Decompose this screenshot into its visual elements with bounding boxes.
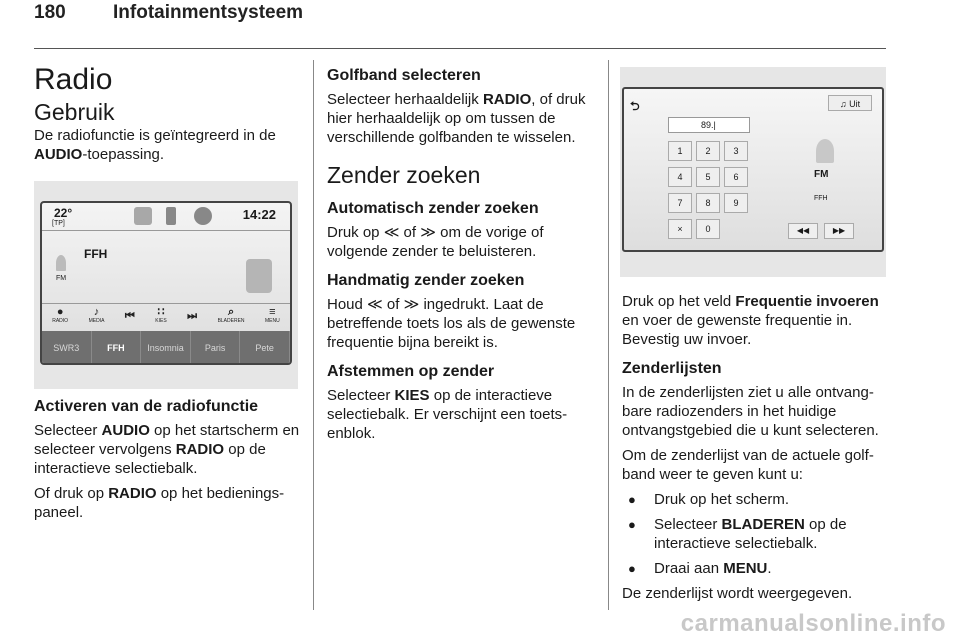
section-heading: Gebruik xyxy=(34,99,115,125)
settings-app-icon xyxy=(194,207,212,225)
paragraph: Druk op het veld Frequentie invoeren en voer de gewenste frequentie in. Bevestig uw invoer. xyxy=(622,293,879,348)
keypad-key: 4 xyxy=(668,167,692,187)
bullet-list xyxy=(628,490,890,578)
selector-button xyxy=(265,306,280,325)
radio-screen-image xyxy=(34,181,298,389)
favourite-button: Pete xyxy=(240,331,290,365)
keypad-key: 5 xyxy=(696,167,720,187)
page-number: 180 xyxy=(34,2,66,23)
clock: 14:22 xyxy=(242,207,276,222)
selector-button xyxy=(155,306,166,325)
band-label: FM xyxy=(814,169,829,180)
paragraph: Selecteer KIES op de interactieve selectiebalk. Er verschijnt een toetsenblok. xyxy=(327,387,568,442)
selector-button xyxy=(187,310,197,322)
paragraph: Of druk op RADIO op het bedieningspaneel. xyxy=(34,485,285,521)
subheading-tune: Afstemmen op zender xyxy=(327,363,495,380)
audio-app-icon xyxy=(134,207,152,225)
antenna-icon xyxy=(816,139,834,163)
column-3 xyxy=(622,292,890,609)
selector-button-icon: ⏮ xyxy=(124,309,135,322)
selector-button xyxy=(52,306,68,325)
subheading-auto: Automatisch zender zoeken xyxy=(327,200,539,217)
subheading-lists: Zenderlijsten xyxy=(622,360,722,377)
list-item: ● Druk op het scherm. xyxy=(628,490,890,509)
list-item: ● Selecteer BLADEREN op de interactieve selectiebalk. xyxy=(628,515,890,553)
music-note-icon xyxy=(246,259,272,293)
phone-app-icon xyxy=(166,207,176,225)
frequency-field: 89.| xyxy=(668,117,750,133)
antenna-icon xyxy=(56,255,66,271)
favourite-button: Paris xyxy=(191,331,241,365)
selector-button-label: RADIO xyxy=(52,318,69,324)
keypad-screen-image xyxy=(620,67,886,277)
paragraph: Houd ≪ of ≫ ingedrukt. Laat de betreffende toets los als de gewenste frequentie bijna bereikt is. xyxy=(327,296,576,351)
favourite-button: SWR3 xyxy=(42,331,92,365)
paragraph: In de zenderlijsten ziet u alle ontvangbare radiozenders in het huidige ontvangstgebied die u kunt selecteren. xyxy=(622,384,879,439)
keypad-key: 9 xyxy=(724,193,748,213)
selector-button xyxy=(89,306,105,325)
column-divider xyxy=(608,60,609,610)
back-icon: ⮌ xyxy=(630,99,640,113)
selector-button-label: KIES xyxy=(155,318,167,324)
keypad-key: 6 xyxy=(724,167,748,187)
status-bar xyxy=(42,203,290,231)
interaction-selector-bar xyxy=(42,303,290,327)
intro-paragraph: De radiofunctie is geïntegreerd in de AUDIO-toepassing. xyxy=(34,127,276,163)
selector-button-label: MENU xyxy=(265,318,280,324)
exit-button: ♫ Uit xyxy=(828,95,872,111)
keypad-key: 1 xyxy=(668,141,692,161)
keypad-key: 8 xyxy=(696,193,720,213)
selector-button-label: MEDIA xyxy=(88,318,105,324)
keypad-display xyxy=(622,87,884,252)
temperature: 22° xyxy=(54,206,73,220)
selector-button-icon: ♪ xyxy=(93,306,100,318)
paragraph: Druk op ≪ of ≫ om de vorige of volgende zender te beluisteren. xyxy=(327,224,544,260)
favourite-button: FFH xyxy=(92,331,142,365)
favourites-bar xyxy=(42,331,290,365)
list-item: ● Draai aan MENU. xyxy=(628,559,890,578)
keypad-key: × xyxy=(668,219,692,239)
section-title: Infotainmentsysteem xyxy=(113,2,304,23)
keypad-key: 0 xyxy=(696,219,720,239)
tp-indicator: [TP] xyxy=(52,220,65,227)
station-name: FFH xyxy=(814,195,828,202)
keypad-key: 2 xyxy=(696,141,720,161)
paragraph: Selecteer herhaaldelijk RADIO, of druk hier herhaaldelijk op om tussen de verschillende golfbanden te wisselen. xyxy=(327,91,586,146)
band-label: FM xyxy=(56,275,67,282)
seek-forward-button: ▶▶ xyxy=(824,223,854,239)
selector-button xyxy=(218,306,245,325)
chapter-heading: Radio xyxy=(34,63,113,96)
selector-button-icon: ● xyxy=(56,306,64,318)
paragraph: Selecteer AUDIO op het startscherm en selecteer vervolgens RADIO op de interactieve selectiebalk. xyxy=(34,422,300,477)
selector-button-icon: ⏭ xyxy=(187,309,198,322)
selector-button-label: BLADEREN xyxy=(217,318,245,324)
keypad-key: 7 xyxy=(668,193,692,213)
seek-back-button: ◀◀ xyxy=(788,223,818,239)
paragraph: De zenderlijst wordt weergegeven. xyxy=(622,585,853,602)
radio-display xyxy=(40,201,292,365)
subheading-band: Golfband selecteren xyxy=(327,67,481,84)
subheading-manual: Handmatig zender zoeken xyxy=(327,272,525,289)
section-heading: Zender zoeken xyxy=(327,162,481,188)
header-rule xyxy=(34,48,886,49)
keypad-key: 3 xyxy=(724,141,748,161)
column-2 xyxy=(327,58,595,449)
paragraph: Om de zenderlijst van de actuele golfband weer te geven kunt u: xyxy=(622,447,874,483)
watermark[interactable]: carmanualsonline.info xyxy=(680,610,946,637)
station-name: FFH xyxy=(84,247,108,261)
selector-button-icon: ⌕ xyxy=(227,306,235,318)
subheading-activate: Activeren van de radiofunctie xyxy=(34,398,259,415)
selector-button-icon: ∷ xyxy=(157,306,165,318)
selector-button xyxy=(125,310,135,322)
selector-button-icon: ≡ xyxy=(269,306,276,318)
column-divider xyxy=(313,60,314,610)
favourite-button: Insomnia xyxy=(141,331,191,365)
